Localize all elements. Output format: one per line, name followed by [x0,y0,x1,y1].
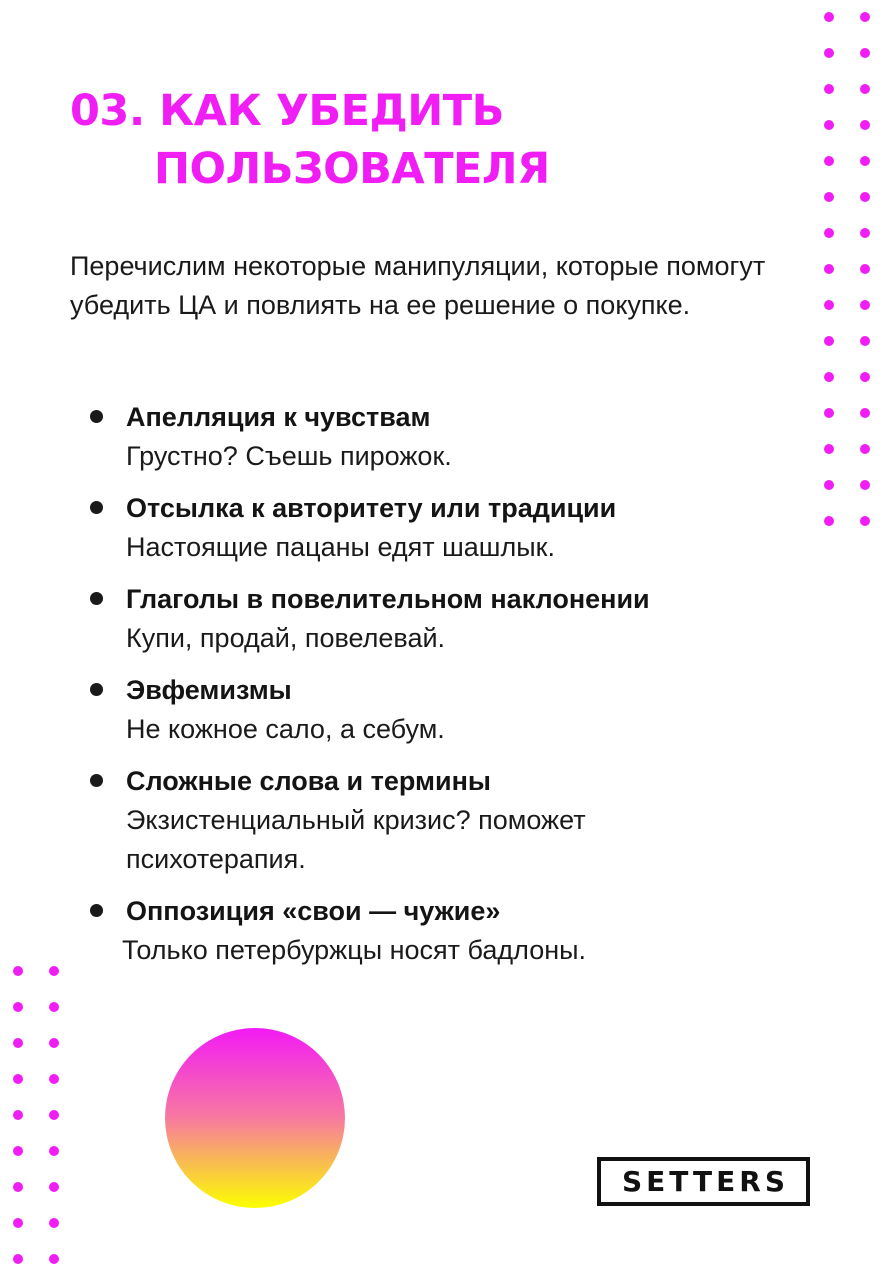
dot-icon [860,120,870,130]
dot-icon [860,300,870,310]
dot-icon [824,12,834,22]
dot-icon [824,444,834,454]
dot-icon [860,192,870,202]
list-item-title: Оппозиция «свои — чужие» [126,896,501,926]
list-item-description: Грустно? Съешь пирожок. [126,441,452,471]
dot-icon [860,156,870,166]
list-item-description: Не кожное сало, а себум. [126,714,445,744]
dot-icon [824,300,834,310]
list-item-title: Отсылка к авторитету или традиции [126,493,617,523]
list-item-title: Апелляция к чувствам [126,402,431,432]
dot-icon [824,228,834,238]
dot-icon [49,1146,59,1156]
dot-icon [824,120,834,130]
dot-icon [13,966,23,976]
dot-icon [860,228,870,238]
dot-icon [13,1254,23,1264]
decorative-dots-left [13,966,59,1264]
dot-icon [49,966,59,976]
bullet-icon [90,683,103,696]
dot-icon [13,1002,23,1012]
list-item [86,398,806,476]
dot-icon [824,480,834,490]
list-item-title: Сложные слова и термины [126,766,491,796]
dot-icon [860,12,870,22]
dot-icon [824,156,834,166]
list-item [86,892,806,970]
list-item-description: Экзистенциальный кризис? поможет психотерапия. [126,805,586,874]
gradient-circle-decoration [165,1028,345,1208]
list-item [86,580,806,658]
dot-icon [49,1182,59,1192]
dot-icon [824,408,834,418]
bullet-icon [90,410,103,423]
dot-icon [49,1218,59,1228]
page-title-line-2: ПОЛЬЗОВАТЕЛЯ [154,144,550,194]
list-item-title: Глаголы в повелительном наклонении [126,584,650,614]
dot-icon [824,48,834,58]
dot-icon [13,1146,23,1156]
page-title [70,82,550,198]
dot-icon [860,264,870,274]
bullet-icon [90,501,103,514]
bullet-icon [90,904,103,917]
list-item [86,489,806,567]
dot-icon [13,1074,23,1084]
dot-icon [860,444,870,454]
page-title-line-1: 03. КАК УБЕДИТЬ [70,86,504,136]
dot-icon [824,372,834,382]
list-item-description: Настоящие пацаны едят шашлык. [126,532,555,562]
list-item [86,762,806,879]
dot-icon [49,1038,59,1048]
dot-icon [49,1074,59,1084]
dot-icon [860,372,870,382]
dot-icon [824,516,834,526]
dot-icon [860,408,870,418]
dot-icon [860,516,870,526]
dot-icon [824,192,834,202]
dot-icon [824,336,834,346]
dot-icon [13,1182,23,1192]
list-item [86,671,806,749]
dot-icon [860,84,870,94]
bullet-icon [90,774,103,787]
decorative-dots-right [824,12,870,526]
dot-icon [13,1110,23,1120]
dot-icon [49,1254,59,1264]
list-item-description: Купи, продай, повелевай. [126,623,446,653]
list-item-description: Только петербуржцы носят бадлоны. [122,935,587,965]
dot-icon [824,84,834,94]
bullet-icon [90,592,103,605]
manipulation-list [86,398,806,983]
dot-icon [860,336,870,346]
dot-icon [13,1038,23,1048]
setters-logo: SETTERS [597,1157,810,1206]
dot-icon [13,1218,23,1228]
dot-icon [860,48,870,58]
list-item-title: Эвфемизмы [126,675,292,705]
dot-icon [49,1110,59,1120]
dot-icon [860,480,870,490]
dot-icon [824,264,834,274]
dot-icon [49,1002,59,1012]
intro-paragraph: Перечислим некоторые манипуляции, которые помогут убедить ЦА и повлиять на ее решение о покупке. [70,251,766,320]
